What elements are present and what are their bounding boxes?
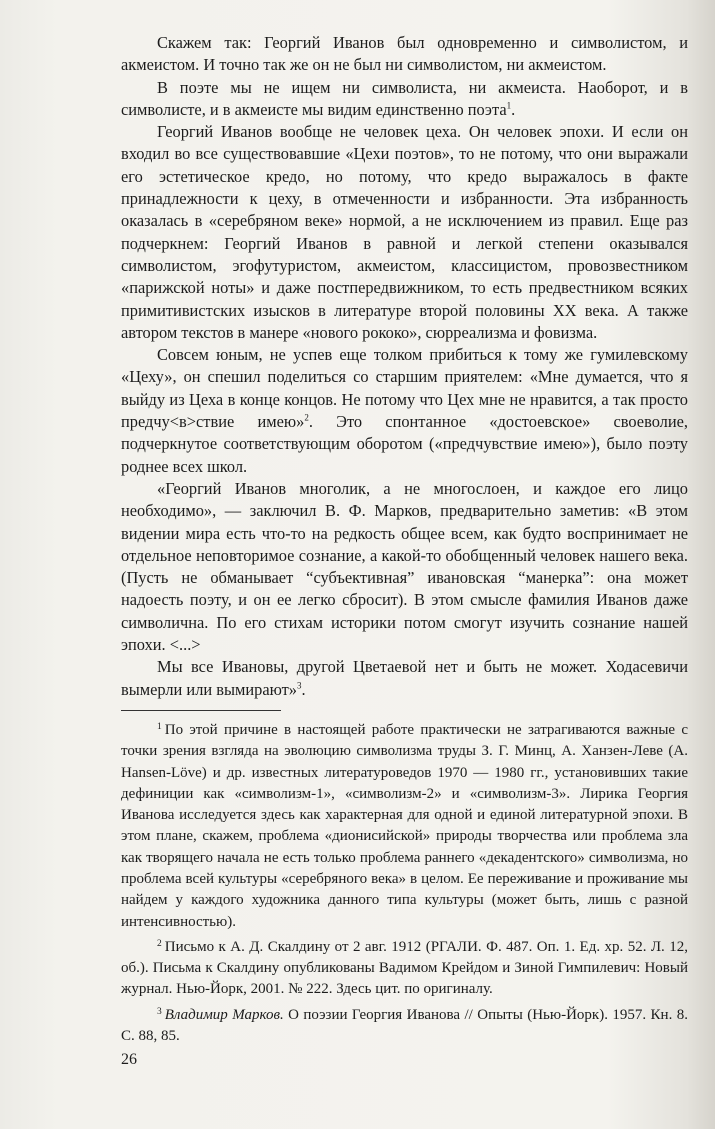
footnote-mark: 1 <box>157 721 162 732</box>
footnote <box>121 720 688 933</box>
paragraph <box>121 32 688 77</box>
paragraph-tail: . <box>511 99 516 119</box>
footnote-text: По этой причине в настоящей работе практически не затрагиваются важные с точки зрения взгляда на эволюцию символизма труды З. Г. Минц, А. Ханзен-Леве (A. Hansen-Löve) и др. известных литературоведов 1970 — 1980 гг., установивших такие дефиниции как «символизм-1», «символизм-2» и «символизм-3». Лирика Георгия Иванова исследуется здесь как характерная для одной и единой литературной эпохи. В этом плане, скажем, проблема «дионисийской» природы творчества или проблема зла как творящего начала не есть только проблема раннего «декадентского» символизма, но проблема всей культуры «серебряного века» в целом. Ее переживание и проживание мы найдем у каждого художника данного типа культуры (может быть, лишь с разной интенсивностью). <box>121 721 688 930</box>
footnote-divider <box>121 710 281 711</box>
text-block <box>121 32 688 1047</box>
paragraph-text: Мы все Ивановы, другой Цветаевой нет и быть не может. Ходасевичи вымерли или вымирают» <box>121 657 688 699</box>
footnote-ref[interactable]: 1 <box>506 100 512 111</box>
footnote-mark: 2 <box>157 938 162 949</box>
paragraph <box>121 121 688 344</box>
paragraph <box>121 77 688 122</box>
footnote-text: О поэзии Георгия Иванова // Опыты (Нью-Йорк). 1957. Кн. 8. С. 88, 85. <box>121 1006 688 1045</box>
paragraph-text: Георгий Иванов вообще не человек цеха. Он человек эпохи. И если он входил во все существовавшие «Цехи поэтов», то не потому, что они выражали его эстетическое кредо, но потому, что кредо выражалось в факте принадлежности к цеху, в отмеченности и избранности. Эта избранность оказалась в «серебряном веке» нормой, а не исключением из правил. Еще раз подчеркнем: Георгий Иванов в равной и легкой степени оказывался символистом, эгофутуристом, акмеистом, классицистом, провозвестником «парижской ноты» и даже постпередвижником, то есть предвестником всяких примитивистских изысков в литературе второй половины XX века. А также автором текстов в манере «нового рококо», сюрреализма и фовизма. <box>121 122 688 342</box>
paragraph-text: «Георгий Иванов многолик, а не многослоен, и каждое его лицо необходимо», — заключил В. Ф. Марков, предварительно заметив: «В этом видении мира есть что-то на редкость общее всем, как будто воспринимает не отдельное неповторимое сознание, а какой-то обобщенный человек нашего века. (Пусть не обманывает “субъективная” ивановская “манерка”: она может надоесть поэту, и он ее легко сбросит). В этом смысле фамилия Иванов даже символична. По его стихам историки потом смогут изучить сознание нашей эпохи. <...> <box>121 478 688 655</box>
footnote-author: Владимир Марков. <box>164 1006 284 1023</box>
paragraph <box>121 478 688 656</box>
footnote-text: Письмо к А. Д. Скалдину от 2 авг. 1912 (РГАЛИ. Ф. 487. Оп. 1. Ед. хр. 52. Л. 12, об.). Письма к Скалдину опубликованы Вадимом Крейдом и Зиной Гимпилевич: Новый журнал. Нью-Йорк, 2001. № 222. Здесь цит. по оригиналу. <box>121 938 688 998</box>
main-text <box>121 32 688 701</box>
paragraph-text: В поэте мы не ищем ни символиста, ни акмеиста. Наоборот, и в символисте, и в акмеисте мы видим единственно поэта <box>121 77 688 119</box>
paragraph-text: Скажем так: Георгий Иванов был одновременно и символистом, и акмеистом. И точно так же он не был ни символистом, ни акмеистом. <box>121 33 688 75</box>
paragraph-tail: . Это спонтанное «достоевское» своеволие, подчеркнутое соответствующим оборотом («предчувствие имею»), было поэту роднее всех школ. <box>121 412 689 476</box>
footnote <box>121 1005 688 1048</box>
page-number: 26 <box>121 1051 137 1068</box>
paragraph <box>121 344 688 478</box>
footnote <box>121 937 688 1001</box>
footnote-mark: 3 <box>157 1006 162 1017</box>
footnote-ref[interactable]: 2 <box>304 412 309 423</box>
paragraph-text: Совсем юным, не успев еще толком прибиться к тому же гумилевскому «Цеху», он спешил поделиться со старшим приятелем: «Мне думается, что я выйду из Цеха в конце концов. Не потому что Цех мне не нравится, а так просто предчу<в>ствие имею» <box>121 345 688 432</box>
footnotes <box>121 720 688 1047</box>
footnote-ref[interactable]: 3 <box>297 680 302 691</box>
paragraph-tail: . <box>301 679 306 699</box>
paragraph <box>121 656 688 701</box>
